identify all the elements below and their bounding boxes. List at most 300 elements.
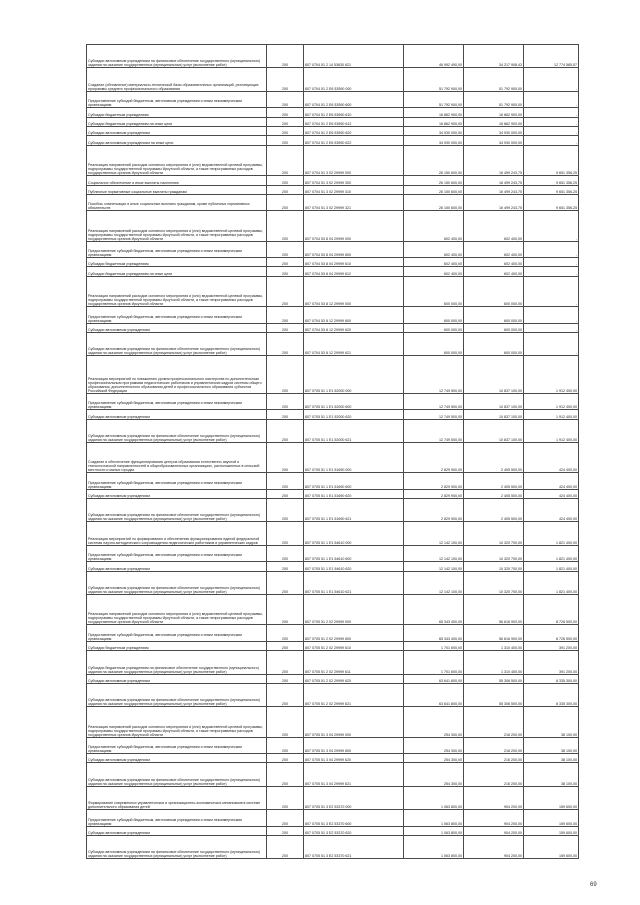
table-row (87, 393, 579, 409)
table-row (87, 489, 579, 498)
row-approved-amount-cell: 2 829 900,00 (404, 499, 464, 522)
row-executed-amount-cell: 16 499 243,75 (464, 145, 524, 175)
table-row (87, 126, 579, 135)
row-name-cell: Реализация направлений расходов основного мероприятия и (или) ведомственной целевой программы, подпрограммы государственной программы Иркутской области, а также непрограммных расходов государственных органов Иркутской области (87, 707, 267, 737)
row-approved-amount-cell: 26 150 600,00 (404, 176, 464, 185)
row-classification-cell: 807 0704 53 8 04 29999 612 (304, 267, 404, 276)
row-name-cell: Публичные нормативные социальные выплаты гражданам (87, 185, 267, 194)
row-executed-amount-cell: 2 405 500,00 (464, 473, 524, 489)
row-remaining-amount-cell: - (524, 333, 579, 356)
row-name-cell: Предоставление субсидий бюджетным, автономным учреждениям и иным некоммерческим организациям (87, 473, 267, 489)
table-row (87, 562, 579, 571)
row-code-cell: 200 (267, 442, 304, 472)
row-executed-amount-cell: 10 320 700,00 (464, 562, 524, 571)
row-classification-cell: 807 0705 51 2 02 29999 621 (304, 683, 404, 706)
row-remaining-amount-cell: - (524, 117, 579, 126)
table-row (87, 595, 579, 625)
row-classification-cell: 807 0704 51 2 E6 53590 610 (304, 108, 404, 117)
row-classification-cell: 807 0704 51 2 14 53630 621 (304, 45, 404, 68)
row-classification-cell: 807 0705 51 3 04 29999 000 (304, 707, 404, 737)
row-classification-cell: 807 0705 51 1 E1 52000 600 (304, 393, 404, 409)
row-approved-amount-cell: 12 142 100,00 (404, 545, 464, 561)
row-code-cell: 200 (267, 307, 304, 323)
table-row (87, 571, 579, 594)
table-row (87, 267, 579, 276)
row-code-cell: 200 (267, 323, 304, 332)
row-executed-amount-cell: 216 200,00 (464, 707, 524, 737)
row-executed-amount-cell: 602 400,00 (464, 258, 524, 267)
row-remaining-amount-cell: - (524, 211, 579, 241)
table-row (87, 211, 579, 241)
table-row (87, 323, 579, 332)
row-classification-cell: 807 0704 51 2 E6 53590 622 (304, 136, 404, 145)
row-classification-cell: 807 0705 51 1 E1 54610 600 (304, 545, 404, 561)
row-code-cell: 200 (267, 489, 304, 498)
row-classification-cell: 807 0705 51 1 E1 51690 000 (304, 442, 404, 472)
row-approved-amount-cell: 16 862 900,00 (404, 108, 464, 117)
row-remaining-amount-cell: - (524, 68, 579, 91)
row-name-cell: Создание и обеспечение функционирования центров образования естественно-научной и технологической направленностей в общеобразовательных организациях, расположенных в сельской местности и малых городах (87, 442, 267, 472)
row-name-cell: Субсидии автономным учреждениям на финансовое обеспечение государственного (муниципального) задания на оказание государственных (муниципальных) услуг (выполнение работ) (87, 419, 267, 442)
budget-table-body (87, 45, 579, 859)
row-executed-amount-cell: 10 320 700,00 (464, 571, 524, 594)
row-approved-amount-cell: 2 829 900,00 (404, 442, 464, 472)
row-classification-cell: 807 0705 51 3 04 29999 620 (304, 754, 404, 763)
page-number: 69 (590, 882, 597, 888)
row-code-cell: 200 (267, 522, 304, 545)
table-row (87, 108, 579, 117)
row-approved-amount-cell: 254 300,00 (404, 707, 464, 737)
row-executed-amount-cell: 602 400,00 (464, 267, 524, 276)
row-executed-amount-cell: 904 200,00 (464, 826, 524, 835)
row-name-cell: Субсидии автономным учреждениям на финансовое обеспечение государственного (муниципального) задания на оказание государственных (муниципальных) услуг (выполнение работ) (87, 763, 267, 786)
table-row (87, 258, 579, 267)
row-classification-cell: 807 0705 51 2 02 29999 610 (304, 641, 404, 650)
row-remaining-amount-cell: 38 100,00 (524, 737, 579, 753)
row-classification-cell: 807 0705 51 1 E1 52000 620 (304, 410, 404, 419)
row-executed-amount-cell: 10 320 700,00 (464, 522, 524, 545)
row-code-cell: 200 (267, 267, 304, 276)
row-remaining-amount-cell: 424 400,00 (524, 473, 579, 489)
row-classification-cell: 807 0705 51 2 02 29999 600 (304, 625, 404, 641)
row-code-cell: 200 (267, 333, 304, 356)
row-approved-amount-cell: 1 063 800,00 (404, 786, 464, 809)
table-row (87, 68, 579, 91)
row-classification-cell: 807 0704 53 8 04 29999 000 (304, 211, 404, 241)
row-name-cell: Предоставление субсидий бюджетным, автономным учреждениям и иным некоммерческим организациям (87, 737, 267, 753)
row-name-cell: Формирование современных управленческих и организационно-экономических механизмов в системе дополнительного образования детей (87, 786, 267, 809)
row-executed-amount-cell: 16 499 243,75 (464, 185, 524, 194)
row-code-cell: 200 (267, 473, 304, 489)
row-remaining-amount-cell: 424 400,00 (524, 442, 579, 472)
row-code-cell: 200 (267, 108, 304, 117)
row-name-cell: Субсидии автономным учреждениям (87, 323, 267, 332)
table-row (87, 754, 579, 763)
row-code-cell: 200 (267, 211, 304, 241)
row-executed-amount-cell: 34 217 908,43 (464, 45, 524, 68)
row-name-cell: Предоставление субсидий бюджетным, автономным учреждениям и иным некоммерческим организациям (87, 393, 267, 409)
row-code-cell: 200 (267, 258, 304, 267)
row-classification-cell: 807 0705 51 3 04 29999 600 (304, 737, 404, 753)
row-code-cell: 200 (267, 68, 304, 91)
row-remaining-amount-cell: 1 912 400,00 (524, 410, 579, 419)
table-row (87, 410, 579, 419)
row-name-cell: Реализация мероприятий по повышению уровня профессионального мастерства по дополнительным профессиональным программам педагогических работников и управленческих кадров системы общего образования, дополнительного образования детей и профессионального образования субъектов Российской Федерации (87, 356, 267, 393)
row-executed-amount-cell: 10 837 100,00 (464, 410, 524, 419)
row-approved-amount-cell: 12 749 500,00 (404, 356, 464, 393)
budget-table (86, 44, 579, 859)
row-name-cell: Субсидии бюджетным учреждениям на финансовое обеспечение государственного (муниципального) задания на оказание государственных (муниципальных) услуг (выполнение работ) (87, 651, 267, 674)
row-remaining-amount-cell: - (524, 126, 579, 135)
row-remaining-amount-cell: - (524, 307, 579, 323)
row-approved-amount-cell: 1 063 800,00 (404, 826, 464, 835)
row-name-cell: Субсидии автономным учреждениям на финансовое обеспечение государственного (муниципального) задания на оказание государственных (муниципальных) услуг (выполнение работ) (87, 836, 267, 859)
row-remaining-amount-cell: 159 600,00 (524, 810, 579, 826)
table-row (87, 763, 579, 786)
row-remaining-amount-cell: 8 726 500,00 (524, 625, 579, 641)
row-remaining-amount-cell: 159 600,00 (524, 836, 579, 859)
row-name-cell: Предоставление субсидий бюджетным, автономным учреждениям и иным некоммерческим организациям (87, 810, 267, 826)
row-approved-amount-cell: 254 300,00 (404, 737, 464, 753)
table-row (87, 522, 579, 545)
row-code-cell: 200 (267, 826, 304, 835)
row-approved-amount-cell: 602 400,00 (404, 241, 464, 257)
row-approved-amount-cell: 63 641 800,00 (404, 683, 464, 706)
row-approved-amount-cell: 16 862 900,00 (404, 117, 464, 126)
row-remaining-amount-cell: - (524, 323, 579, 332)
row-code-cell: 200 (267, 356, 304, 393)
table-row (87, 241, 579, 257)
table-row (87, 276, 579, 306)
row-code-cell: 200 (267, 763, 304, 786)
row-executed-amount-cell: 1 310 400,00 (464, 651, 524, 674)
row-executed-amount-cell: 51 792 900,00 (464, 91, 524, 107)
table-row (87, 499, 579, 522)
row-classification-cell: 807 0705 51 1 E1 51690 620 (304, 489, 404, 498)
row-executed-amount-cell: 16 862 900,00 (464, 108, 524, 117)
row-executed-amount-cell: 56 616 900,00 (464, 625, 524, 641)
row-remaining-amount-cell: 391 200,00 (524, 651, 579, 674)
row-name-cell: Субсидии автономным учреждениям на иные цели (87, 136, 267, 145)
row-name-cell: Субсидии автономным учреждениям (87, 826, 267, 835)
row-executed-amount-cell: 10 837 100,00 (464, 356, 524, 393)
table-row (87, 674, 579, 683)
row-remaining-amount-cell: - (524, 267, 579, 276)
row-executed-amount-cell: 56 616 900,00 (464, 595, 524, 625)
row-approved-amount-cell: 602 400,00 (404, 267, 464, 276)
row-remaining-amount-cell: 1 821 400,00 (524, 522, 579, 545)
row-remaining-amount-cell: 159 600,00 (524, 826, 579, 835)
table-row (87, 473, 579, 489)
row-classification-cell: 807 0704 51 2 E6 53590 620 (304, 126, 404, 135)
row-remaining-amount-cell: 424 400,00 (524, 499, 579, 522)
row-name-cell: Субсидии автономным учреждениям (87, 410, 267, 419)
row-name-cell: Реализация мероприятий по формированию и обеспечению функционирования единой федеральной системы научно-методического сопровождения педагогических работников и управленческих кадров (87, 522, 267, 545)
row-remaining-amount-cell: 38 100,00 (524, 707, 579, 737)
row-executed-amount-cell: 16 862 900,00 (464, 117, 524, 126)
row-approved-amount-cell: 602 400,00 (404, 258, 464, 267)
table-row (87, 145, 579, 175)
row-code-cell: 200 (267, 625, 304, 641)
row-name-cell: Субсидии бюджетным учреждениям (87, 108, 267, 117)
row-remaining-amount-cell: 1 821 400,00 (524, 571, 579, 594)
row-executed-amount-cell: 602 400,00 (464, 211, 524, 241)
row-classification-cell: 807 0704 53 8 12 29999 000 (304, 276, 404, 306)
table-row (87, 641, 579, 650)
row-classification-cell: 807 0704 51 2 E6 53590 000 (304, 68, 404, 91)
row-remaining-amount-cell: 9 651 356,25 (524, 194, 579, 210)
row-classification-cell: 807 0705 51 3 E2 53370 600 (304, 810, 404, 826)
row-classification-cell: 807 0705 51 2 02 29999 620 (304, 674, 404, 683)
row-executed-amount-cell: 34 930 000,00 (464, 136, 524, 145)
row-classification-cell: 807 0705 51 3 E2 53370 621 (304, 836, 404, 859)
row-executed-amount-cell: 51 792 900,00 (464, 68, 524, 91)
row-approved-amount-cell: 600 000,00 (404, 333, 464, 356)
row-remaining-amount-cell: 1 821 400,00 (524, 562, 579, 571)
row-executed-amount-cell: 10 320 700,00 (464, 545, 524, 561)
row-remaining-amount-cell: 1 821 400,00 (524, 545, 579, 561)
row-classification-cell: 807 0704 51 3 02 29999 300 (304, 176, 404, 185)
row-remaining-amount-cell: - (524, 276, 579, 306)
row-classification-cell: 807 0705 51 1 E1 51690 600 (304, 473, 404, 489)
row-code-cell: 200 (267, 707, 304, 737)
row-executed-amount-cell: 1 310 400,00 (464, 641, 524, 650)
row-executed-amount-cell: 216 200,00 (464, 763, 524, 786)
row-code-cell: 200 (267, 571, 304, 594)
row-approved-amount-cell: 1 063 800,00 (404, 836, 464, 859)
row-code-cell: 200 (267, 641, 304, 650)
table-row (87, 545, 579, 561)
row-executed-amount-cell: 55 306 500,00 (464, 683, 524, 706)
row-name-cell: Социальное обеспечение и иные выплаты населению (87, 176, 267, 185)
row-code-cell: 200 (267, 595, 304, 625)
row-approved-amount-cell: 12 749 500,00 (404, 410, 464, 419)
row-remaining-amount-cell: 9 651 356,25 (524, 185, 579, 194)
row-approved-amount-cell: 51 792 900,00 (404, 91, 464, 107)
row-name-cell: Предоставление субсидий бюджетным, автономным учреждениям и иным некоммерческим организациям (87, 241, 267, 257)
row-remaining-amount-cell: 9 651 356,25 (524, 145, 579, 175)
row-classification-cell: 807 0704 51 3 02 29999 000 (304, 145, 404, 175)
table-row (87, 136, 579, 145)
row-classification-cell: 807 0704 51 2 E6 53590 600 (304, 91, 404, 107)
row-name-cell: Субсидии автономным учреждениям на финансовое обеспечение государственного (муниципального) задания на оказание государственных (муниципальных) услуг (выполнение работ) (87, 499, 267, 522)
row-executed-amount-cell: 2 405 500,00 (464, 489, 524, 498)
row-name-cell: Субсидии автономным учреждениям на финансовое обеспечение государственного (муниципального) задания на оказание государственных (муниципальных) услуг (выполнение работ) (87, 333, 267, 356)
row-name-cell: Субсидии автономным учреждениям на финансовое обеспечение государственного (муниципального) задания на оказание государственных (муниципальных) услуг (выполнение работ) (87, 45, 267, 68)
row-classification-cell: 807 0704 53 8 12 29999 600 (304, 307, 404, 323)
row-approved-amount-cell: 26 150 600,00 (404, 194, 464, 210)
table-row (87, 185, 579, 194)
table-row (87, 810, 579, 826)
row-approved-amount-cell: 34 930 000,00 (404, 136, 464, 145)
row-classification-cell: 807 0704 51 3 02 29999 310 (304, 185, 404, 194)
row-approved-amount-cell: 46 992 490,00 (404, 45, 464, 68)
row-name-cell: Создание (обновление) материально-технической базы образовательных организаций, реализующих программы среднего профессионального образования (87, 68, 267, 91)
row-approved-amount-cell: 1 701 600,00 (404, 651, 464, 674)
row-code-cell: 200 (267, 545, 304, 561)
row-code-cell: 200 (267, 786, 304, 809)
row-classification-cell: 807 0704 53 8 04 29999 600 (304, 241, 404, 257)
row-name-cell: Субсидии бюджетным учреждениям на иные цели (87, 117, 267, 126)
row-remaining-amount-cell: 391 200,00 (524, 641, 579, 650)
row-code-cell: 200 (267, 737, 304, 753)
row-remaining-amount-cell: 1 912 400,00 (524, 419, 579, 442)
row-name-cell: Реализация направлений расходов основного мероприятия и (или) ведомственной целевой программы, подпрограммы государственной программы Иркутской области, а также непрограммных расходов государственных органов Иркутской области (87, 211, 267, 241)
row-approved-amount-cell: 254 300,00 (404, 754, 464, 763)
row-approved-amount-cell: 2 829 900,00 (404, 489, 464, 498)
row-classification-cell: 807 0705 51 1 E1 54610 621 (304, 571, 404, 594)
row-remaining-amount-cell: 8 335 300,00 (524, 674, 579, 683)
row-remaining-amount-cell: 8 726 500,00 (524, 595, 579, 625)
table-row (87, 786, 579, 809)
row-executed-amount-cell: 55 306 500,00 (464, 674, 524, 683)
row-code-cell: 200 (267, 651, 304, 674)
row-code-cell: 200 (267, 754, 304, 763)
row-name-cell: Субсидии автономным учреждениям (87, 489, 267, 498)
row-code-cell: 200 (267, 810, 304, 826)
row-name-cell: Субсидии автономным учреждениям (87, 754, 267, 763)
table-row (87, 333, 579, 356)
row-classification-cell: 807 0705 51 3 E2 53370 000 (304, 786, 404, 809)
row-executed-amount-cell: 10 837 100,00 (464, 393, 524, 409)
row-code-cell: 200 (267, 145, 304, 175)
row-remaining-amount-cell: - (524, 136, 579, 145)
row-executed-amount-cell: 2 405 500,00 (464, 442, 524, 472)
row-classification-cell: 807 0704 51 3 02 29999 321 (304, 194, 404, 210)
row-classification-cell: 807 0704 53 8 12 29999 621 (304, 333, 404, 356)
row-name-cell: Субсидии автономным учреждениям (87, 126, 267, 135)
row-classification-cell: 807 0705 51 3 E2 53370 620 (304, 826, 404, 835)
row-code-cell: 200 (267, 176, 304, 185)
row-name-cell: Субсидии бюджетным учреждениям на иные цели (87, 267, 267, 276)
row-code-cell: 200 (267, 91, 304, 107)
row-code-cell: 200 (267, 136, 304, 145)
row-name-cell: Предоставление субсидий бюджетным, автономным учреждениям и иным некоммерческим организациям (87, 307, 267, 323)
row-code-cell: 200 (267, 410, 304, 419)
row-approved-amount-cell: 1 063 800,00 (404, 810, 464, 826)
row-remaining-amount-cell: 8 335 300,00 (524, 683, 579, 706)
row-approved-amount-cell: 34 930 000,00 (404, 126, 464, 135)
row-code-cell: 200 (267, 276, 304, 306)
row-approved-amount-cell: 12 142 100,00 (404, 571, 464, 594)
row-code-cell: 200 (267, 185, 304, 194)
row-executed-amount-cell: 602 400,00 (464, 241, 524, 257)
row-executed-amount-cell: 600 000,00 (464, 323, 524, 332)
row-code-cell: 200 (267, 562, 304, 571)
row-remaining-amount-cell: 12 774 585,57 (524, 45, 579, 68)
row-code-cell: 200 (267, 419, 304, 442)
row-approved-amount-cell: 12 749 500,00 (404, 419, 464, 442)
row-remaining-amount-cell: 9 651 356,25 (524, 176, 579, 185)
row-classification-cell: 807 0705 51 1 E1 51690 621 (304, 499, 404, 522)
row-executed-amount-cell: 600 000,00 (464, 333, 524, 356)
table-row (87, 194, 579, 210)
row-executed-amount-cell: 600 000,00 (464, 307, 524, 323)
row-remaining-amount-cell: 1 912 400,00 (524, 356, 579, 393)
row-name-cell: Предоставление субсидий бюджетным, автономным учреждениям и иным некоммерческим организациям (87, 545, 267, 561)
row-classification-cell: 807 0705 51 1 E1 54610 000 (304, 522, 404, 545)
table-row (87, 683, 579, 706)
row-executed-amount-cell: 10 837 100,00 (464, 419, 524, 442)
row-classification-cell: 807 0705 51 3 04 29999 621 (304, 763, 404, 786)
row-name-cell: Субсидии бюджетным учреждениям (87, 641, 267, 650)
row-approved-amount-cell: 12 142 100,00 (404, 522, 464, 545)
table-row (87, 419, 579, 442)
row-approved-amount-cell: 12 142 100,00 (404, 562, 464, 571)
row-code-cell: 200 (267, 499, 304, 522)
row-name-cell: Пособия, компенсации и иные социальные выплаты гражданам, кроме публичных нормативных обязательств (87, 194, 267, 210)
row-approved-amount-cell: 254 300,00 (404, 763, 464, 786)
row-name-cell: Субсидии автономным учреждениям (87, 562, 267, 571)
row-remaining-amount-cell: 38 100,00 (524, 763, 579, 786)
row-approved-amount-cell: 12 749 500,00 (404, 393, 464, 409)
row-name-cell: Субсидии автономным учреждениям на финансовое обеспечение государственного (муниципального) задания на оказание государственных (муниципальных) услуг (выполнение работ) (87, 683, 267, 706)
table-row (87, 307, 579, 323)
table-row (87, 442, 579, 472)
row-name-cell: Субсидии бюджетным учреждениям (87, 258, 267, 267)
row-executed-amount-cell: 904 200,00 (464, 836, 524, 859)
row-classification-cell: 807 0705 51 2 02 29999 611 (304, 651, 404, 674)
table-row (87, 625, 579, 641)
row-name-cell: Субсидии автономным учреждениям на финансовое обеспечение государственного (муниципального) задания на оказание государственных (муниципальных) услуг (выполнение работ) (87, 571, 267, 594)
row-approved-amount-cell: 600 000,00 (404, 307, 464, 323)
row-executed-amount-cell: 34 930 000,00 (464, 126, 524, 135)
row-executed-amount-cell: 600 000,00 (464, 276, 524, 306)
row-approved-amount-cell: 26 150 600,00 (404, 145, 464, 175)
row-approved-amount-cell: 600 000,00 (404, 323, 464, 332)
table-row (87, 45, 579, 68)
row-executed-amount-cell: 2 405 500,00 (464, 499, 524, 522)
table-row (87, 356, 579, 393)
row-code-cell: 200 (267, 393, 304, 409)
row-classification-cell: 807 0704 53 8 04 29999 610 (304, 258, 404, 267)
row-executed-amount-cell: 16 499 243,75 (464, 176, 524, 185)
table-row (87, 651, 579, 674)
row-executed-amount-cell: 216 200,00 (464, 754, 524, 763)
row-approved-amount-cell: 602 400,00 (404, 211, 464, 241)
row-classification-cell: 807 0705 51 2 02 29999 000 (304, 595, 404, 625)
row-classification-cell: 807 0704 51 2 E6 53590 612 (304, 117, 404, 126)
row-approved-amount-cell: 65 343 400,00 (404, 595, 464, 625)
row-name-cell: Реализация направлений расходов основного мероприятия и (или) ведомственной целевой программы, подпрограммы государственной программы Иркутской области, а также непрограммных расходов государственных органов Иркутской области (87, 145, 267, 175)
row-remaining-amount-cell: 159 600,00 (524, 786, 579, 809)
row-executed-amount-cell: 16 499 243,75 (464, 194, 524, 210)
row-approved-amount-cell: 26 150 600,00 (404, 185, 464, 194)
row-executed-amount-cell: 216 200,00 (464, 737, 524, 753)
row-classification-cell: 807 0705 51 1 E1 54610 620 (304, 562, 404, 571)
row-name-cell: Предоставление субсидий бюджетным, автономным учреждениям и иным некоммерческим организациям (87, 625, 267, 641)
row-remaining-amount-cell: - (524, 91, 579, 107)
row-name-cell: Предоставление субсидий бюджетным, автономным учреждениям и иным некоммерческим организациям (87, 91, 267, 107)
row-classification-cell: 807 0705 51 1 E1 52000 000 (304, 356, 404, 393)
row-code-cell: 200 (267, 836, 304, 859)
row-remaining-amount-cell: - (524, 108, 579, 117)
row-approved-amount-cell: 2 829 900,00 (404, 473, 464, 489)
row-executed-amount-cell: 904 200,00 (464, 810, 524, 826)
row-remaining-amount-cell: 424 400,00 (524, 489, 579, 498)
table-row (87, 826, 579, 835)
table-row (87, 91, 579, 107)
row-executed-amount-cell: 904 200,00 (464, 786, 524, 809)
row-code-cell: 200 (267, 241, 304, 257)
table-row (87, 707, 579, 737)
row-name-cell: Реализация направлений расходов основного мероприятия и (или) ведомственной целевой программы, подпрограммы государственной программы Иркутской области, а также непрограммных расходов государственных органов Иркутской области (87, 595, 267, 625)
table-row (87, 176, 579, 185)
table-row (87, 737, 579, 753)
table-row (87, 836, 579, 859)
row-approved-amount-cell: 65 343 400,00 (404, 625, 464, 641)
row-name-cell: Субсидии автономным учреждениям (87, 674, 267, 683)
